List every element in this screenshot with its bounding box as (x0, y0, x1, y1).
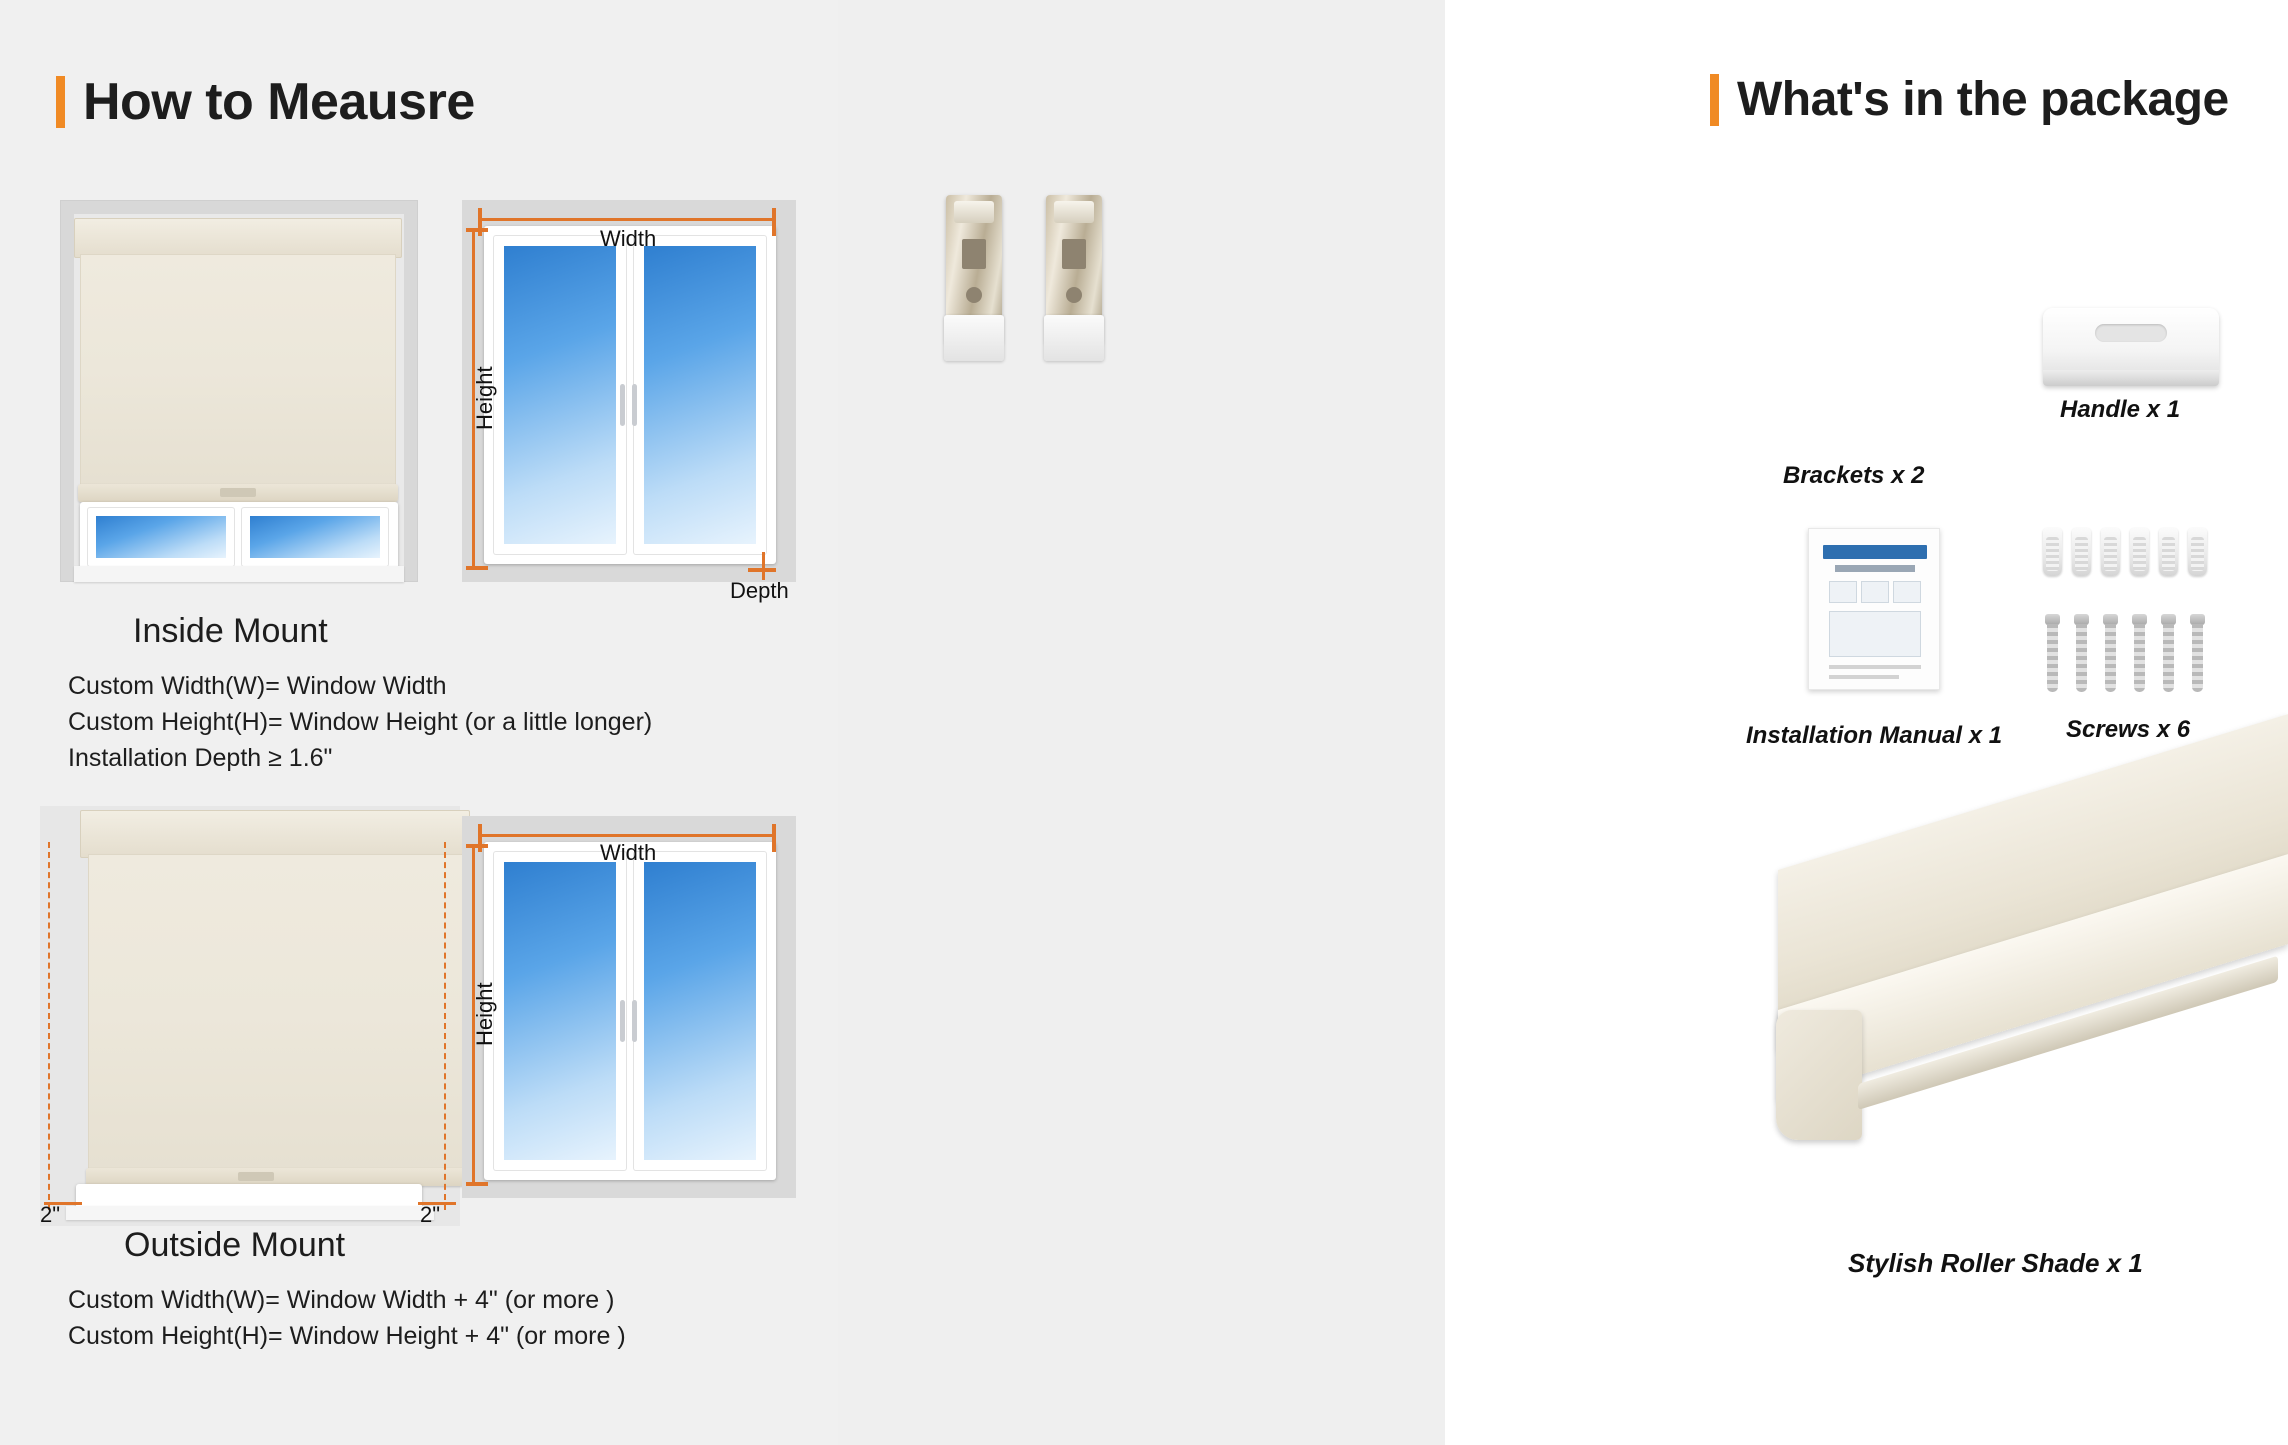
outside-spec-2: Custom Height(H)= Window Height + 4" (or more ) (68, 1322, 626, 1350)
window-glass-left-measure-outside (504, 862, 616, 1160)
how-to-measure-panel (0, 0, 838, 1445)
window-sill-outside (66, 1206, 434, 1220)
screws-group (2043, 528, 2213, 698)
window-glass-left-measure (504, 246, 616, 544)
accent-bar-left (56, 76, 65, 128)
window-sash-right-measure (634, 236, 766, 554)
width-measure-line-outside (482, 834, 774, 837)
window-frame-measure (484, 226, 776, 564)
screw-3-shaft (2105, 624, 2116, 692)
handle-lip (2043, 370, 2219, 386)
shade-pull-grip-outside (238, 1172, 274, 1181)
installation-manual-icon (1808, 528, 1940, 690)
window-sash-right-measure-outside (634, 852, 766, 1170)
outside-mount-measure-diagram (462, 816, 796, 1198)
wall-anchor-4 (2130, 528, 2149, 576)
label-width-outside: Width (600, 840, 657, 865)
screw-2-shaft (2076, 624, 2087, 692)
tick-height-top (466, 228, 488, 232)
bracket-2-slot (1062, 239, 1086, 269)
label-height-outside: Height (472, 982, 497, 1046)
tick-height-bottom-outside (466, 1182, 488, 1186)
handle-icon (2043, 308, 2219, 386)
window-sash-right (242, 508, 388, 566)
outside-spec-1: Custom Width(W)= Window Width + 4" (or more ) (68, 1286, 615, 1314)
roller-shade-caption: Stylish Roller Shade x 1 (1848, 1248, 2143, 1278)
bracket-1-slot (962, 239, 986, 269)
inside-spec-2: Custom Height(H)= Window Height (or a little longer) (68, 708, 653, 736)
roller-shade-end-cap (1776, 1010, 1862, 1140)
how-to-measure-heading (56, 72, 475, 132)
dash-left-extension (48, 842, 50, 1210)
window-glass-right (250, 516, 380, 558)
inside-spec-1: Custom Width(W)= Window Width (68, 672, 447, 700)
manual-figure-1 (1829, 581, 1857, 603)
wall-anchor-3 (2101, 528, 2120, 576)
tick-top-right-outside (772, 824, 776, 852)
depth-measure-line (762, 552, 765, 580)
shade-pull-grip (220, 488, 256, 497)
how-to-measure-title: How to Meausre (83, 73, 475, 131)
window-frame-measure-outside (484, 842, 776, 1180)
width-measure-line (482, 218, 774, 221)
brackets-caption: Brackets x 2 (1783, 462, 1925, 489)
wall-anchor-2 (2072, 528, 2091, 576)
label-width-inside: Width (600, 226, 657, 251)
tick-top-right (772, 208, 776, 236)
screw-6 (2190, 614, 2205, 692)
manual-figure-large (1829, 611, 1921, 657)
window-handle-right (632, 384, 637, 426)
manual-subtitle-block (1835, 565, 1915, 572)
screws-caption: Screws x 6 (2066, 716, 2191, 743)
bracket-2-hole (1066, 287, 1082, 303)
screw-5-shaft (2163, 624, 2174, 692)
inside-mount-title: Inside Mount (133, 612, 328, 650)
bracket-2-tab (1054, 201, 1094, 223)
label-height-inside: Height (472, 366, 497, 430)
window-handle-right-outside (632, 1000, 637, 1042)
bracket-2-foot (1044, 315, 1104, 361)
window-glass-left (96, 516, 226, 558)
wall-anchor-6 (2188, 528, 2207, 576)
window-glass-right-measure (644, 246, 756, 544)
window-handle-left-outside (620, 1000, 625, 1042)
manual-figure-2 (1861, 581, 1889, 603)
screw-4 (2132, 614, 2147, 692)
bracket-1-foot (944, 315, 1004, 361)
wall-anchor-5 (2159, 528, 2178, 576)
tick-height-bottom (466, 566, 488, 570)
screw-4-shaft (2134, 624, 2145, 692)
manual-title-block (1823, 545, 1927, 559)
brackets-group (938, 195, 1168, 425)
screw-1-shaft (2047, 624, 2058, 692)
window-handle-left (620, 384, 625, 426)
manual-caption: Installation Manual x 1 (1746, 722, 2003, 749)
screw-1 (2045, 614, 2060, 692)
package-contents-panel (838, 0, 2229, 1445)
shade-headrail-outside (80, 810, 470, 858)
wall-anchor-1 (2043, 528, 2062, 576)
bracket-1-hole (966, 287, 982, 303)
shade-fabric-outside (88, 854, 468, 1174)
tick-height-top-outside (466, 844, 488, 848)
inside-mount-measure-diagram (462, 200, 796, 582)
accent-bar-right (1710, 74, 1719, 126)
dash-right-extension (444, 842, 446, 1210)
screw-3 (2103, 614, 2118, 692)
label-right-margin: 2" (420, 1202, 441, 1227)
label-left-margin: 2" (40, 1202, 61, 1227)
manual-text-line-1 (1829, 665, 1921, 669)
handle-caption: Handle x 1 (2060, 396, 2181, 423)
window-sash-left (88, 508, 234, 566)
outside-mount-title: Outside Mount (124, 1226, 346, 1264)
shade-headrail (74, 218, 402, 258)
window-sash-left-measure-outside (494, 852, 626, 1170)
screw-6-shaft (2192, 624, 2203, 692)
handle-notch (2095, 324, 2167, 342)
window-frame-inside (80, 502, 398, 574)
manual-text-line-2 (1829, 675, 1899, 679)
bracket-1-tab (954, 201, 994, 223)
label-depth-inside: Depth (730, 578, 789, 603)
package-title: What's in the package (1737, 73, 2229, 126)
screw-2 (2074, 614, 2089, 692)
outside-mount-shade-illustration (40, 806, 460, 1226)
inside-spec-3: Installation Depth ≥ 1.6" (68, 744, 333, 772)
window-glass-right-measure-outside (644, 862, 756, 1160)
package-heading (1710, 72, 2229, 127)
window-sash-left-measure (494, 236, 626, 554)
manual-figure-3 (1893, 581, 1921, 603)
screw-5 (2161, 614, 2176, 692)
inside-mount-shade-illustration (60, 200, 418, 582)
roller-shade-icon (1718, 860, 2288, 1260)
shade-fabric (80, 254, 396, 486)
window-sill (74, 566, 404, 582)
